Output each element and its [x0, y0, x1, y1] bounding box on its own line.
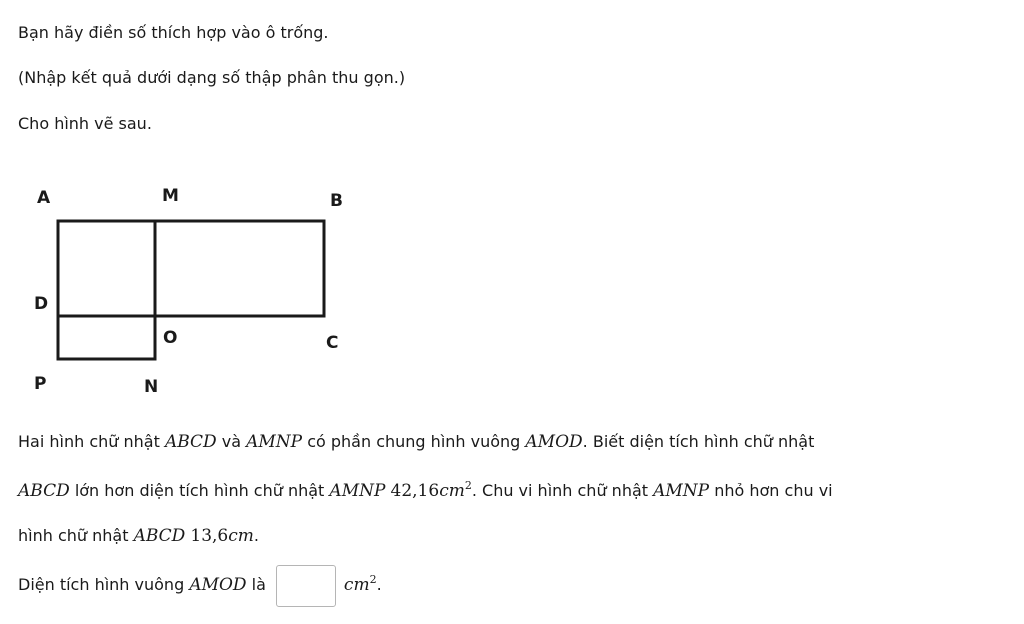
text-segment: có phần chung hình vuông	[302, 432, 526, 451]
problem-line-2	[18, 480, 833, 502]
label-a: A	[37, 188, 51, 208]
question-line	[18, 563, 382, 607]
rectangles-figure	[0, 170, 360, 400]
label-p: P	[34, 374, 47, 394]
text-segment: .	[376, 575, 382, 594]
rectangle-abcd	[58, 221, 324, 316]
unit-cm: cm	[228, 526, 254, 546]
math-abcd: ABCD	[164, 432, 217, 452]
unit-cm: cm	[439, 481, 465, 501]
area-difference-value: 42,16	[390, 481, 440, 501]
math-amnp: AMNP	[653, 481, 710, 501]
text-segment: . Chu vi hình chữ nhật	[471, 481, 654, 500]
math-amod: AMOD	[189, 575, 247, 595]
math-amnp: AMNP	[329, 481, 386, 501]
math-amnp: AMNP	[246, 432, 303, 452]
text-segment: và	[216, 432, 247, 451]
problem-line-1	[18, 431, 814, 453]
rectangle-amnp	[58, 221, 155, 359]
text-segment: hình chữ nhật	[18, 526, 134, 545]
text-segment: nhỏ hơn chu vi	[709, 481, 833, 500]
label-c: C	[326, 333, 339, 353]
label-n: N	[144, 377, 159, 397]
label-o: O	[163, 328, 178, 348]
unit-exponent: 2	[369, 573, 377, 586]
unit-cm: cm	[343, 575, 370, 595]
math-amod: AMOD	[525, 432, 583, 452]
text-segment: Hai hình chữ nhật	[18, 432, 165, 451]
math-abcd: ABCD	[18, 481, 70, 501]
text-segment: là	[246, 575, 266, 594]
text-segment: Diện tích hình vuông	[18, 575, 190, 594]
label-b: B	[330, 191, 343, 211]
text-segment: .	[253, 526, 259, 545]
text-segment: . Biết diện tích hình chữ nhật	[582, 432, 815, 451]
answer-input[interactable]	[276, 565, 336, 607]
label-d: D	[34, 294, 49, 314]
text-segment: lớn hơn diện tích hình chữ nhật	[69, 481, 330, 500]
problem-line-3	[18, 525, 259, 547]
label-m: M	[162, 186, 179, 206]
instruction-decimal-format: (Nhập kết quả dưới dạng số thập phân thu gọn.)	[18, 68, 406, 87]
unit-exponent: 2	[464, 479, 472, 492]
instruction-fill-blank: Bạn hãy điền số thích hợp vào ô trống.	[18, 23, 329, 42]
instruction-given-figure: Cho hình vẽ sau.	[18, 114, 152, 133]
math-abcd: ABCD	[133, 526, 186, 546]
perimeter-difference-value: 13,6	[190, 526, 229, 546]
